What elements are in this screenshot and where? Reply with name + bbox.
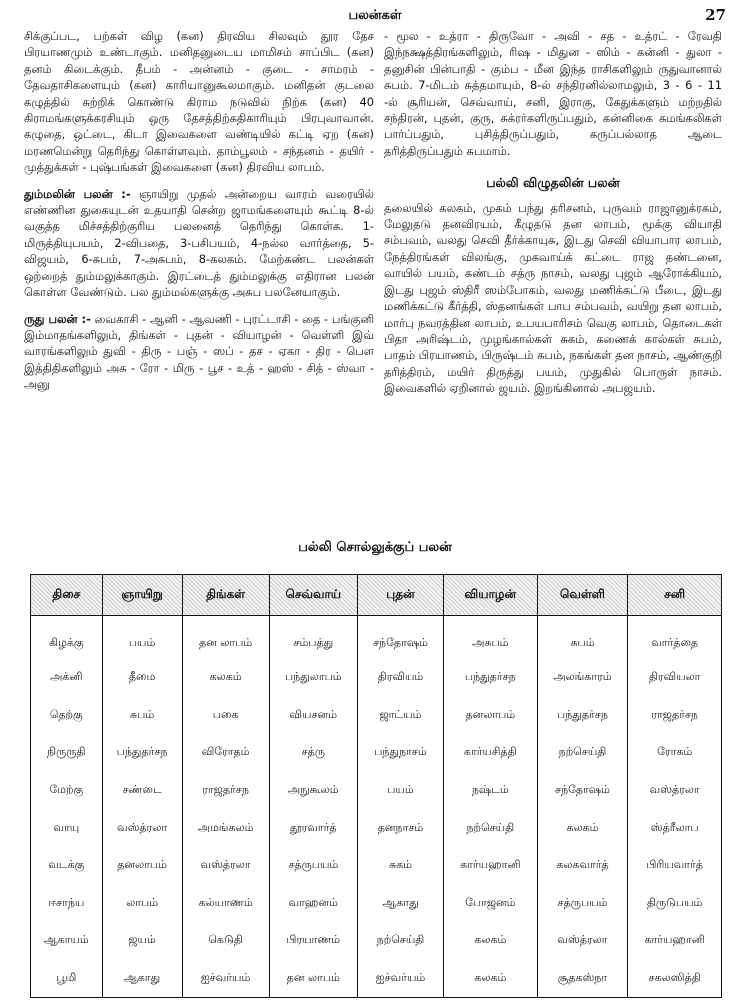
table-cell: கலகவார்த் (537, 847, 628, 885)
table-cell: கலகம் (182, 659, 269, 697)
table-cell: சுபம் (537, 616, 628, 660)
table-row (31, 922, 722, 960)
section-lead: ருது பலன் :- (24, 311, 91, 326)
table-cell: ஸ்த்ரீலாப (628, 809, 722, 847)
table-cell: கெடுதி (182, 922, 269, 960)
table-cell: பந்துதர்சந (444, 659, 538, 697)
table-row (31, 697, 722, 735)
table-cell: வாஹனம் (269, 885, 357, 923)
table-cell: ஐச்வர்யம் (182, 960, 269, 998)
table-cell: வியசனம் (269, 697, 357, 735)
table-cell: சூதகஸ்நா (537, 960, 628, 998)
table-cell: தன லாபம் (182, 616, 269, 660)
table-cell: சகலஸித்தி (628, 960, 722, 998)
table-cell: பந்துதர்சந (537, 697, 628, 735)
table-cell: தனலாபம் (444, 697, 538, 735)
table-cell: ஜாட்யம் (357, 697, 443, 735)
header-cell: புதன் (357, 575, 443, 616)
table-cell: வஸ்த்ரலா (182, 847, 269, 885)
direction-cell: தெற்கு (31, 697, 103, 735)
table-cell: சத்ரு (269, 734, 357, 772)
table-cell: சந்தோஷம் (357, 616, 443, 660)
table-cell: பயம் (357, 772, 443, 810)
table-cell: தன லாபம் (269, 960, 357, 998)
table-cell: கல்யாணம் (182, 885, 269, 923)
table-cell: கலகம் (444, 960, 538, 998)
paragraph-sneeze (24, 186, 374, 301)
table-cell: ஆகாது (357, 885, 443, 923)
page-header (0, 4, 750, 28)
table-cell: நஷ்டம் (444, 772, 538, 810)
table-cell: தனலாபம் (102, 847, 182, 885)
table-cell: தனநாசம் (357, 809, 443, 847)
table-cell: ஐச்வர்யம் (357, 960, 443, 998)
table-cell: சம்பத்து (269, 616, 357, 660)
table-cell: வஸ்த்ரலா (537, 922, 628, 960)
page-number: 27 (705, 6, 726, 24)
paragraph-text: வைகாசி - ஆனி - ஆவணி - புரட்டாசி - தை - பங்குனி இம்மாதங்களிலும், திங்கள் - புதன் - வியாழன் - வெள்ளி இவ் வாரங்களிலும் துவி - திரு - பஞ் - ஸப் - தச - ஏகா - திர - பௌ இத்திதிகளிலும் அசு - ரோ - மிரு - பூச - உத் - ஹஸ் - சித் - ஸ்வா - அனு (24, 311, 374, 392)
table-cell: ஆகாது (102, 960, 182, 998)
table-cell: நற்செய்தி (537, 734, 628, 772)
header-cell: திசை (31, 575, 103, 616)
table-cell: அமங்கலம் (182, 809, 269, 847)
table-cell: கலகம் (537, 809, 628, 847)
table-row (31, 734, 722, 772)
header-cell: சனி (628, 575, 722, 616)
table-cell: அலங்காரம் (537, 659, 628, 697)
section-title: பல்லி விழுதலின் பலன் (486, 175, 620, 191)
section-lead: தும்மலின் பலன் :- (24, 186, 131, 201)
direction-cell: கிழக்கு (31, 616, 103, 660)
table-row (31, 659, 722, 697)
table-cell: திரவியலா (628, 659, 722, 697)
paragraph-text: சிக்குப்பட, பற்கள் விழ (கன) திரவிய சிலவும் தூர தேச பிரயாணமும் உண்டாகும். மனிதனுடைய மாமிசம் சாப்பிட (கன) தனம் கிடைக்கும். தீபம் - அன்னம் - குடை - சாமரம் - தேவதாசிகளையும் (கன) காரியானுகூலமாகும். மனிதன் குடலை கழுத்தில் சுற்றிக் கொண்டு கிராம நடுவில் நிற்க (கன) 40 கிராமங்களுக்கரசியும் ஒரு தேசத்திற்கதிகாரியும் பிரபுவாவான். கழுதை, ஒட்டை, கிடா இவைகளை வண்டியில் கட்டி ஏற (கன) மரணமென்று தெரிந்து கொள்ளவும். தாம்பூலம் - சந்தனம் - தயிர் - முத்துக்கள் - புஷ்பங்கள் இவைகளை (கன) திரவிய லாபம். (24, 29, 374, 175)
table-cell: அசுபம் (444, 616, 538, 660)
table-cell: பயம் (102, 616, 182, 660)
table-cell: வஸ்த்ரலா (102, 809, 182, 847)
table-cell: ராஜதர்சந (628, 697, 722, 735)
direction-cell: வாயு (31, 809, 103, 847)
table-cell: வஸ்த்ரலா (628, 772, 722, 810)
paragraph-continuation: - மூல - உத்ரா - திருவோ - அவி - சத - உத்ரட் - ரேவதி இந்நக்ஷத்திரங்களிலும், ரிஷ - மிதுன - ஸிம் - கன்னி - துலா - தனுசின் பின்பாதி - கும்ப - மீன இந்த ராசிகளிலும் ருதுவானால் சுபம். 7-மிடம் சுத்தமாயும், 8-ல் சந்திரனில்லாமலும், 3 - 6 - 11 -ல் சூரியன், செவ்வாய், சனி, இராகு, கேதுக்களும் மற்றதில் சந்திரன், புதன், குரு, சுக்ரர்களிருப்பதும், கன்னிகை சுமங்கலிகள் பார்ப்பதும், புசித்திருப்பதும், கருப்பல்லாத ஆடை தரித்திருப்பதும் சுபமாம். (384, 29, 722, 158)
lizard-chirp-table (30, 574, 722, 998)
direction-cell: நிருருதி (31, 734, 103, 772)
table-row (31, 960, 722, 998)
table-cell: நற்செய்தி (357, 922, 443, 960)
table-cell: தீமை (102, 659, 182, 697)
header-cell: திங்கள் (182, 575, 269, 616)
header-cell: ஞாயிறு (102, 575, 182, 616)
table-cell: தூரவார்த் (269, 809, 357, 847)
table-cell: அநுகூலம் (269, 772, 357, 810)
table-row (31, 772, 722, 810)
table-row (31, 885, 722, 923)
table-cell: லாபம் (102, 885, 182, 923)
table-cell: பந்துநாசம் (357, 734, 443, 772)
table-cell: கலகம் (444, 922, 538, 960)
table-cell: பகை (182, 697, 269, 735)
left-column (24, 28, 374, 403)
table-cell: சுகம் (357, 847, 443, 885)
table-cell: பிரியவார்த் (628, 847, 722, 885)
paragraph-lizard-fall: தலையில் கலகம், முகம் பந்து தரிசனம், புருவம் ராஜானுக்ரகம், மேலுதடு தனவிரயம், கீழுதடு தன லாபம், மூக்கு வியாதி சம்பவம், வலது செவி தீர்க்காயுசு, இடது செவி வியாபார லாபம், நேத்திரங்கள் விலங்கு, முகவாய்க் கட்டை ராஜ தண்டனை, வாயில் பயம், கண்டம் சத்ரு நாசம், வலது புஜம் ஆரோக்கியம், இடது புஜம் ஸ்திரீ ஸம்போகம், வலது மணிக்கட்டு பீடை, இடது மணிக்கட்டு கீர்த்தி, ஸ்தனங்கள் பாப சம்பவம், வயிறு தன லாபம், மார்பு நவரத்தின லாபம், உபயபாரிசம் வெகு லாபம், தொடைகள் பிதா அரிஷ்டம், முழங்கால்கள் சுகம், கணைக் கால்கள் சுபம், பாதம் பிரயாணம், பிருஷ்டம் சுபம், நகங்கள் தன நாசம், ஆண்குறி தரித்திரம், மயிர் திருத்து பயம், முதுகில் பொருள் நாசம். இவைகளில் ஏறினால் ஜயம். இறங்கினால் அபஜயம். (384, 200, 722, 396)
header-cell: வியாழன் (444, 575, 538, 616)
running-title: பலன்கள் (348, 8, 402, 23)
table-row (31, 616, 722, 660)
direction-cell: வடக்கு (31, 847, 103, 885)
table-cell: வார்த்தை (628, 616, 722, 660)
table-title: பல்லி சொல்லுக்குப் பலன் (298, 540, 452, 555)
table-cell: கார்யஹானி (444, 847, 538, 885)
direction-cell: ஆகாயம் (31, 922, 103, 960)
table-cell: பந்துதர்சந (102, 734, 182, 772)
direction-cell: மேற்கு (31, 772, 103, 810)
table-cell: திருடுபயம் (628, 885, 722, 923)
table-row (31, 847, 722, 885)
table-header-row (31, 575, 722, 616)
table-cell: சந்தோஷம் (537, 772, 628, 810)
table-cell: போஜனம் (444, 885, 538, 923)
table-cell: ரோகம் (628, 734, 722, 772)
direction-cell: அக்னி (31, 659, 103, 697)
table-cell: ராஜதர்சந (182, 772, 269, 810)
table-cell: பந்துலாபம் (269, 659, 357, 697)
header-cell: செவ்வாய் (269, 575, 357, 616)
table-cell: நற்செய்தி (444, 809, 538, 847)
paragraph-intro (24, 28, 374, 176)
table-cell: சுபம் (102, 697, 182, 735)
header-cell: வெள்ளி (537, 575, 628, 616)
direction-cell: பூமி (31, 960, 103, 998)
table-cell: திரவியம் (357, 659, 443, 697)
table-cell: சண்டை (102, 772, 182, 810)
right-column (384, 28, 722, 407)
table-body (31, 616, 722, 998)
table-cell: பிரயாணம் (269, 922, 357, 960)
table-cell: கார்யஹானி (628, 922, 722, 960)
direction-cell: ஈசாந்ய (31, 885, 103, 923)
paragraph-ruthu (24, 311, 374, 393)
paragraph-text: ஞாயிறு முதல் அன்றைய வாரம் வரையில் எண்ணின துகையுடன் உதயாதி சென்ற ஜாமங்களையும் கூட்டி 8-ல் வகுத்த மிச்சத்திற்குரிய பலனைத் தெரிந்து கொள்க. 1-மிருத்தியுபயம், 2-விபதை, 3-பசிபயம், 4-நல்ல வார்த்தை, 5-விஜயம், 6-சுபம், 7-அசுபம், 8-கலகம். மேற்கண்ட பலன்கள் ஒற்றைத் தும்மலுக்காகும். இரட்டைத் தும்மலுக்கு எதிரான பலன் கொள்ள வேண்டும். பல தும்மல்களுக்கு அசுப பலனேயாகும். (24, 186, 374, 300)
table-cell: விரோதம் (182, 734, 269, 772)
table-row (31, 809, 722, 847)
table-cell: சத்ருபயம் (269, 847, 357, 885)
table-cell: கார்யசித்தி (444, 734, 538, 772)
table-cell: சத்ருபயம் (537, 885, 628, 923)
table-cell: ஜயம் (102, 922, 182, 960)
